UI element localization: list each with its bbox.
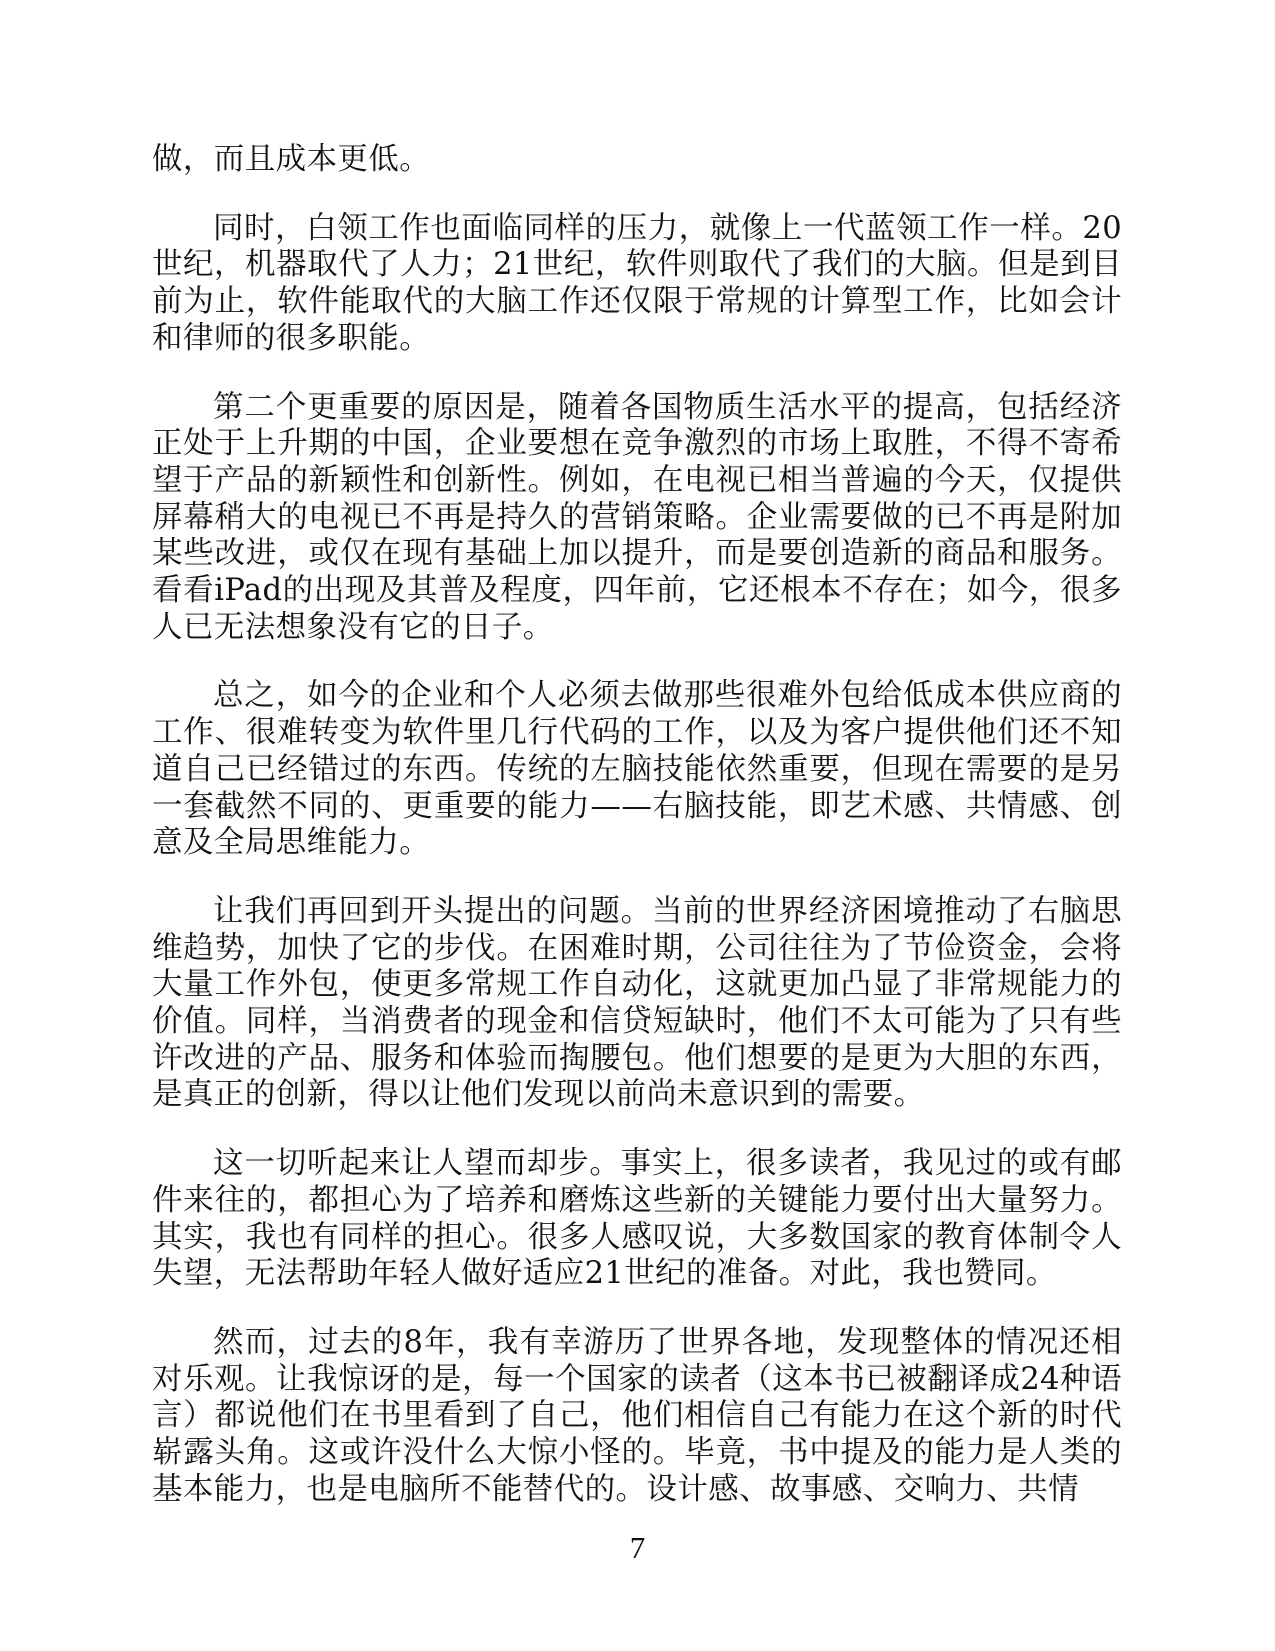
paragraph: 做，而且成本更低。 — [152, 142, 431, 177]
paragraph: 总之，如今的企业和个人必须去做那些很难外包给低成本供应商的工作、很难转变为软件里几行代码的工作，以及为客户提供他们还不知道自己已经错过的东西。传统的左脑技能依然重要，但现在需要的是另一套截然不同的、更重要的能力——右脑技能，即艺术感、共情感、创意及全局思维能力。 — [152, 678, 1122, 861]
body-text — [152, 142, 1122, 1541]
paragraph: 第二个更重要的原因是，随着各国物质生活水平的提高，包括经济正处于上升期的中国，企业要想在竞争激烈的市场上取胜，不得不寄希望于产品的新颖性和创新性。例如，在电视已相当普遍的今天，仅提供屏幕稍大的电视已不再是持久的营销策略。企业需要做的已不再是附加某些改进，或仅在现有基础上加以提升，而是要创造新的商品和服务。看看iPad的出现及其普及程度，四年前，它还根本不存在；如今，很多人已无法想象没有它的日子。 — [152, 389, 1122, 645]
paragraph: 同时，白领工作也面临同样的压力，就像上一代蓝领工作一样。20世纪，机器取代了人力；21世纪，软件则取代了我们的大脑。但是到目前为止，软件能取代的大脑工作还仅限于常规的计算型工作，比如会计和律师的很多职能。 — [152, 210, 1122, 356]
paragraph: 然而，过去的8年，我有幸游历了世界各地，发现整体的情况还相对乐观。让我惊讶的是，每一个国家的读者（这本书已被翻译成24种语言）都说他们在书里看到了自己，他们相信自己有能力在这个新的时代崭露头角。这或许没什么大惊小怪的。毕竟，书中提及的能力是人类的基本能力，也是电脑所不能替代的。设计感、故事感、交响力、共情 — [152, 1324, 1122, 1507]
paragraph: 让我们再回到开头提出的问题。当前的世界经济困境推动了右脑思维趋势，加快了它的步伐。在困难时期，公司往往为了节俭资金，会将大量工作外包，使更多常规工作自动化，这就更加凸显了非常规能力的价值。同样，当消费者的现金和信贷短缺时，他们不太可能为了只有些许改进的产品、服务和体验而掏腰包。他们想要的是更为大胆的东西，是真正的创新，得以让他们发现以前尚未意识到的需要。 — [152, 893, 1122, 1113]
paragraph: 这一切听起来让人望而却步。事实上，很多读者，我见过的或有邮件来往的，都担心为了培养和磨炼这些新的关键能力要付出大量努力。其实，我也有同样的担心。很多人感叹说，大多数国家的教育体制令人失望，无法帮助年轻人做好适应21世纪的准备。对此，我也赞同。 — [152, 1146, 1122, 1292]
page-number: 7 — [629, 1530, 646, 1565]
